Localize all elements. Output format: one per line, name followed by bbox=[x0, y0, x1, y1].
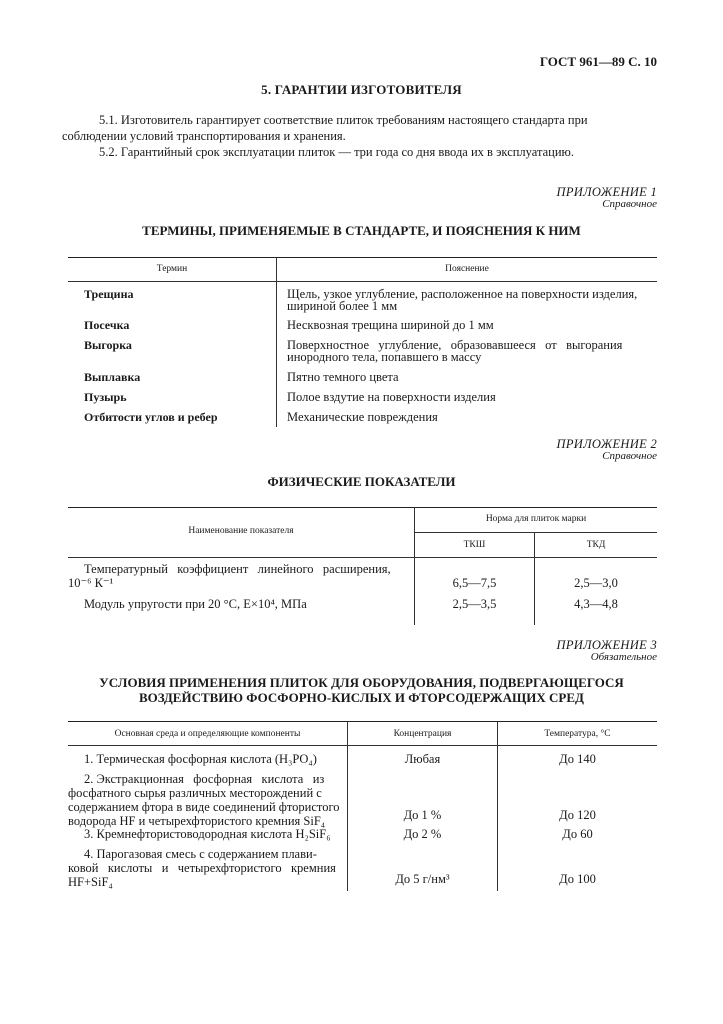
parameter-unit: 10⁻⁶ К⁻¹ bbox=[68, 576, 114, 590]
explanation-cell: Механические повреждения bbox=[287, 410, 438, 424]
table-rule bbox=[68, 745, 657, 746]
explanation-cell: инородного тела, попавшего в массу bbox=[287, 350, 482, 364]
column-header-explanation: Пояснение bbox=[445, 264, 489, 274]
concentration-cell: Любая bbox=[404, 752, 441, 766]
column-header-norm: Норма для плиток марки bbox=[485, 514, 587, 524]
column-header-tksh: ТКШ bbox=[463, 540, 486, 550]
parameter-name: Модуль упругости при 20 °С, E×10⁴, МПа bbox=[84, 597, 307, 611]
table-column-divider bbox=[497, 721, 498, 891]
value-tkd: 4,3—4,8 bbox=[574, 597, 618, 611]
appendix-3-label: ПРИЛОЖЕНИЕ 3 bbox=[556, 638, 657, 652]
appendix-1-type: Справочное bbox=[602, 198, 657, 210]
concentration-cell: До 5 г/нм³ bbox=[395, 872, 450, 886]
table-rule bbox=[68, 557, 657, 558]
environment-cell: водорода HF и четырехфтористого кремния SiF₄ bbox=[68, 814, 326, 828]
term-cell: Выгорка bbox=[84, 338, 132, 352]
explanation-cell: шириной более 1 мм bbox=[287, 299, 398, 313]
temperature-cell: До 100 bbox=[559, 872, 596, 886]
environment-cell: фосфатного сырья различных месторождений с bbox=[68, 786, 322, 800]
appendix-1-label: ПРИЛОЖЕНИЕ 1 bbox=[556, 185, 657, 199]
table-rule bbox=[414, 532, 657, 533]
column-header-name: Наименование показателя bbox=[188, 526, 294, 536]
column-header-tkd: ТКД bbox=[586, 540, 606, 550]
appendix-3-title-line2: ВОЗДЕЙСТВИЮ ФОСФОРНО-КИСЛЫХ И ФТОРСОДЕРЖАЩИХ СРЕД bbox=[139, 690, 584, 705]
table-rule bbox=[68, 507, 657, 508]
page-header: ГОСТ 961—89 С. 10 bbox=[539, 54, 657, 69]
column-header-term: Термин bbox=[156, 264, 188, 274]
environment-cell: содержанием фтора в виде соединений фтористого bbox=[68, 800, 340, 814]
table-rule bbox=[68, 257, 657, 258]
value-tkd: 2,5—3,0 bbox=[574, 576, 618, 590]
term-cell: Трещина bbox=[84, 287, 134, 301]
term-cell: Выплавка bbox=[84, 370, 141, 384]
term-cell: Отбитости углов и ребер bbox=[84, 410, 218, 424]
environment-cell: 3. Кремнефтористоводородная кислота H₂SiF₆ bbox=[84, 827, 331, 841]
parameter-name: Температурный коэффициент линейного расширения, bbox=[84, 562, 391, 576]
environment-cell: HF+SiF₄ bbox=[68, 875, 113, 889]
table-column-divider bbox=[276, 257, 277, 427]
appendix-2-type: Справочное bbox=[602, 450, 657, 462]
appendix-2-label: ПРИЛОЖЕНИЕ 2 bbox=[556, 437, 657, 451]
section-title: 5. ГАРАНТИИ ИЗГОТОВИТЕЛЯ bbox=[261, 82, 462, 97]
temperature-cell: До 60 bbox=[562, 827, 593, 841]
explanation-cell: Пятно темного цвета bbox=[287, 370, 399, 384]
environment-cell: 2. Экстракционная фосфорная кислота из bbox=[84, 772, 325, 786]
environment-cell: 1. Термическая фосфорная кислота (H₃PO₄) bbox=[84, 752, 317, 766]
appendix-1-title: ТЕРМИНЫ, ПРИМЕНЯЕМЫЕ В СТАНДАРТЕ, И ПОЯСНЕНИЯ К НИМ bbox=[142, 223, 581, 238]
paragraph-5-2: 5.2. Гарантийный срок эксплуатации плиток — три года со дня ввода их в эксплуатацию. bbox=[99, 145, 574, 159]
term-cell: Посечка bbox=[84, 318, 130, 332]
environment-cell: 4. Парогазовая смесь с содержанием плави- bbox=[84, 847, 317, 861]
column-header-concentration: Концентрация bbox=[393, 729, 452, 739]
explanation-cell: Поверхностное углубление, образовавшееся от выгорания bbox=[287, 338, 623, 352]
value-tksh: 2,5—3,5 bbox=[452, 597, 497, 611]
temperature-cell: До 140 bbox=[559, 752, 596, 766]
paragraph-5-1-line1: 5.1. Изготовитель гарантирует соответствие плиток требованиям настоящего стандарта при bbox=[99, 113, 588, 127]
appendix-2-title: ФИЗИЧЕСКИЕ ПОКАЗАТЕЛИ bbox=[267, 474, 456, 489]
table-rule bbox=[68, 721, 657, 722]
paragraph-5-1-line2: соблюдении условий транспортирования и хранения. bbox=[62, 129, 346, 143]
appendix-3-type: Обязательное bbox=[590, 651, 657, 663]
column-header-environment: Основная среда и определяющие компоненты bbox=[114, 729, 301, 739]
column-header-temperature: Температура, °С bbox=[544, 729, 611, 739]
concentration-cell: До 1 % bbox=[403, 808, 442, 822]
explanation-cell: Полое вздутие на поверхности изделия bbox=[287, 390, 496, 404]
environment-cell: ковой кислоты и четырехфтористого кремния bbox=[68, 861, 336, 875]
term-cell: Пузырь bbox=[84, 390, 127, 404]
temperature-cell: До 120 bbox=[559, 808, 596, 822]
explanation-cell: Щель, узкое углубление, расположенное на поверхности изделия, bbox=[287, 287, 638, 301]
table-rule bbox=[68, 281, 657, 282]
appendix-3-title-line1: УСЛОВИЯ ПРИМЕНЕНИЯ ПЛИТОК ДЛЯ ОБОРУДОВАНИЯ, ПОДВЕРГАЮЩЕГОСЯ bbox=[99, 675, 624, 690]
explanation-cell: Несквозная трещина шириной до 1 мм bbox=[287, 318, 494, 332]
value-tksh: 6,5—7,5 bbox=[452, 576, 497, 590]
concentration-cell: До 2 % bbox=[403, 827, 442, 841]
table-column-divider bbox=[347, 721, 348, 891]
